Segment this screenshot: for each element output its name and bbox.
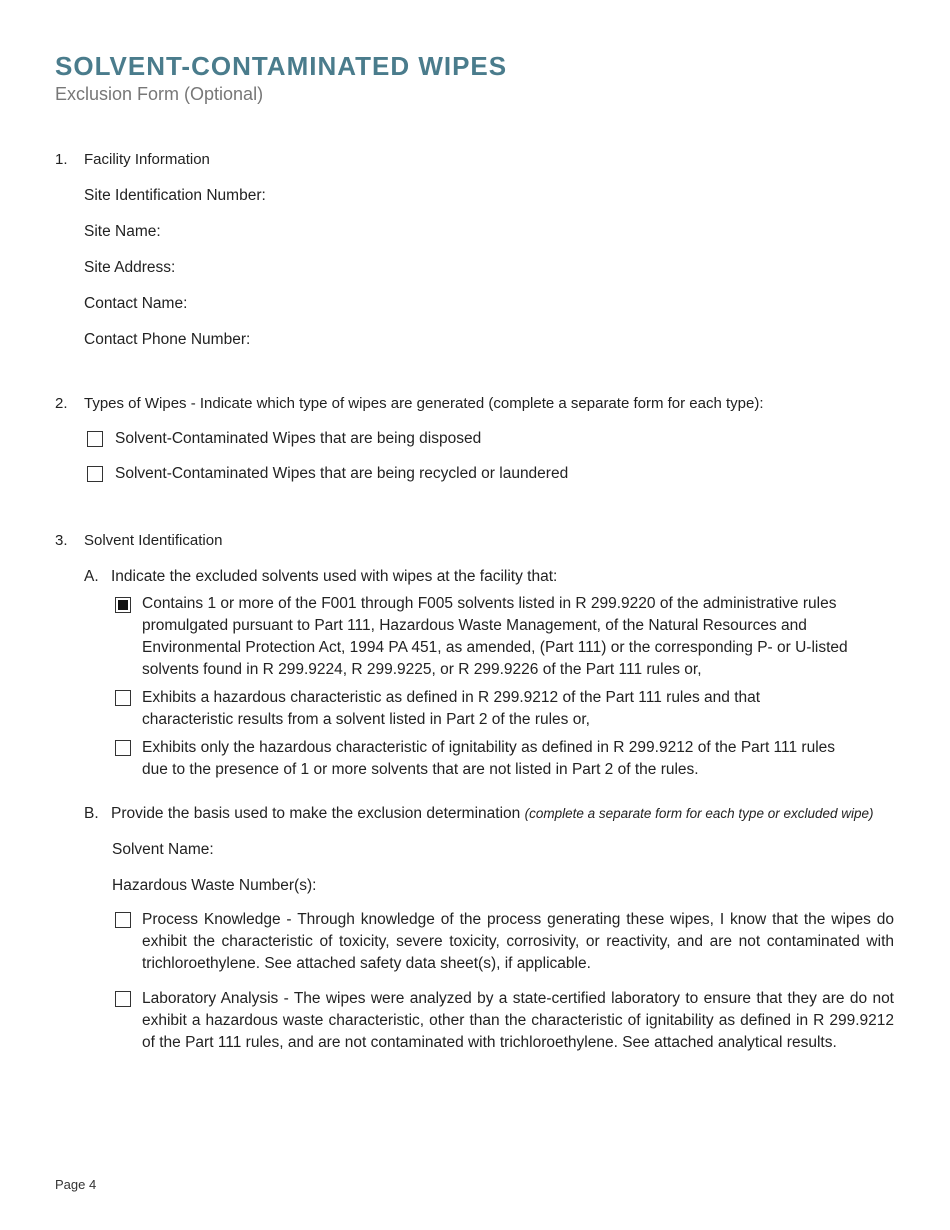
ignitability-label: Exhibits only the hazardous characteristic of ignitability as defined in R 299.9212 of the Part 111 rules due to the presence of 1 or more solvents that are not listed in Part 2 of the rules. bbox=[142, 739, 836, 778]
part-b-note: (complete a separate form for each type or excluded wipe) bbox=[524, 806, 874, 821]
f001-f005-checkbox[interactable] bbox=[115, 597, 131, 613]
part-a-text: Indicate the excluded solvents used with wipes at the facility that: bbox=[111, 568, 558, 585]
solvent-name-field[interactable]: Solvent Name: bbox=[112, 841, 214, 858]
part-a-letter: A. bbox=[84, 568, 99, 585]
hazardous-characteristic-label: Exhibits a hazardous characteristic as defined in R 299.9212 of the Part 111 rules and that characteristic results from a solvent listed in Part 2 of the rules or, bbox=[142, 689, 761, 728]
section-2-number: 2. bbox=[55, 395, 68, 412]
section-3-title: Solvent Identification bbox=[84, 532, 223, 549]
laboratory-analysis-label: Laboratory Analysis - The wipes were analyzed by a state-certified laboratory to ensure that they are do not exhibit a hazardous waste characteristic, other than the characteristic of ignitability as defined in R 299.9212 of the Part 111 rules, and are not contaminated with trichloroethylene. See attached analytical results. bbox=[142, 990, 894, 1051]
hazardous-characteristic-checkbox[interactable] bbox=[115, 690, 131, 706]
section-2-title: Types of Wipes - Indicate which type of wipes are generated (complete a separate form for each type): bbox=[84, 395, 764, 412]
part-b-text-row bbox=[111, 804, 931, 824]
contact-phone-field[interactable]: Contact Phone Number: bbox=[84, 331, 251, 348]
site-address-field[interactable]: Site Address: bbox=[84, 259, 176, 276]
wipes-disposed-label: Solvent-Contaminated Wipes that are being disposed bbox=[115, 430, 482, 447]
page-number: Page 4 bbox=[55, 1177, 97, 1192]
f001-f005-label: Contains 1 or more of the F001 through F005 solvents listed in R 299.9220 of the administrative rules promulgated pursuant to Part 111, Hazardous Waste Management, of the Natural Resources and Environmental Protection Act, 1994 PA 451, as amended, (Part 111) or the corresponding P- or U-listed solvents found in R 299.9224, R 299.9225, or R 299.9226 of the Part 111 rules or, bbox=[142, 595, 848, 678]
page-subtitle: Exclusion Form (Optional) bbox=[55, 84, 264, 104]
wipes-recycled-label: Solvent-Contaminated Wipes that are being recycled or laundered bbox=[115, 465, 569, 482]
section-3-number: 3. bbox=[55, 532, 68, 549]
ignitability-checkbox[interactable] bbox=[115, 740, 131, 756]
laboratory-analysis-checkbox[interactable] bbox=[115, 991, 131, 1007]
part-b-letter: B. bbox=[84, 805, 99, 822]
process-knowledge-label: Process Knowledge - Through knowledge of the process generating these wipes, I know that the wipes do exhibit the characteristic of toxicity, severe toxicity, corrosivity, or reactivity, and are not contaminated with trichloroethylene. See attached safety data sheet(s), if applicable. bbox=[142, 911, 894, 972]
part-b-text: Provide the basis used to make the exclusion determination bbox=[111, 805, 521, 822]
site-id-field[interactable]: Site Identification Number: bbox=[84, 187, 266, 204]
hazardous-waste-number-field[interactable]: Hazardous Waste Number(s): bbox=[112, 877, 317, 894]
site-name-field[interactable]: Site Name: bbox=[84, 223, 161, 240]
section-1-title: Facility Information bbox=[84, 151, 210, 168]
process-knowledge-checkbox[interactable] bbox=[115, 912, 131, 928]
wipes-disposed-checkbox[interactable] bbox=[87, 431, 103, 447]
contact-name-field[interactable]: Contact Name: bbox=[84, 295, 188, 312]
wipes-recycled-checkbox[interactable] bbox=[87, 466, 103, 482]
page-title: SOLVENT-CONTAMINATED WIPES bbox=[55, 51, 508, 81]
section-1-number: 1. bbox=[55, 151, 68, 168]
